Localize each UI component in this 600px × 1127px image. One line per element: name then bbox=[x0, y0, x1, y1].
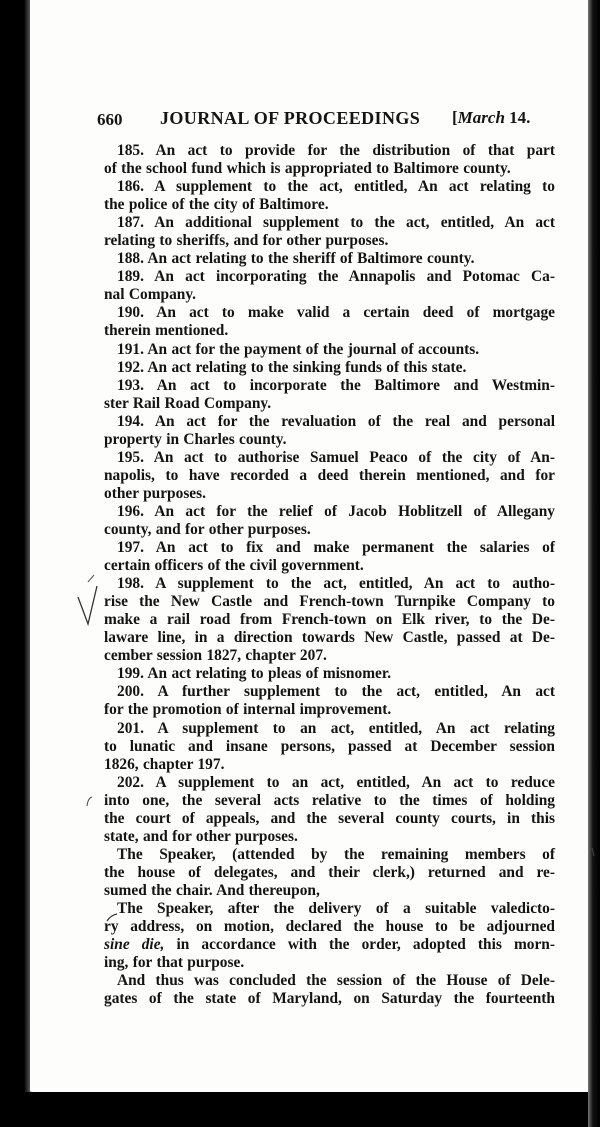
text-line: napolis, to have recorded a deed therein mentioned, and for bbox=[104, 466, 555, 484]
text-line: the court of appeals, and the several county courts, in this bbox=[104, 809, 555, 827]
text-line: 202. A supplement to an act, entitled, An act to reduce bbox=[117, 773, 555, 791]
text-line: 198. A supplement to the act, entitled, An act to autho- bbox=[117, 575, 555, 593]
scan-edge-left bbox=[24, 0, 30, 1092]
text-line: 200. A further supplement to the act, entitled, An act bbox=[117, 683, 555, 701]
text-line: 194. An act for the revaluation of the real and personal bbox=[117, 412, 555, 430]
paragraph bbox=[104, 142, 555, 178]
text-line: And thus was concluded the session of the House of Dele- bbox=[117, 972, 555, 990]
text-line: 201. A supplement to an act, entitled, An act relating bbox=[117, 719, 555, 737]
date-month: March bbox=[457, 108, 505, 127]
text-line: 187. An additional supplement to the act, entitled, An act bbox=[117, 214, 555, 232]
paragraph bbox=[104, 539, 555, 575]
text-line: 195. An act to authorise Samuel Peaco of the city of An- bbox=[117, 448, 555, 466]
text-line: make a rail road from French-town on Elk river, to the De- bbox=[104, 611, 555, 629]
text-line: 197. An act to fix and make permanent the salaries of bbox=[117, 539, 555, 557]
paragraph bbox=[104, 900, 555, 972]
text-line: 199. An act relating to pleas of misnomer. bbox=[117, 665, 392, 683]
text-line: for the promotion of internal improvement. bbox=[104, 701, 392, 719]
text-line: rise the New Castle and French-town Turnpike Company to bbox=[104, 593, 555, 611]
text-line: 193. An act to incorporate the Baltimore and Westmin- bbox=[117, 376, 555, 394]
text-line: 188. An act relating to the sheriff of Baltimore county. bbox=[117, 250, 475, 268]
text-line: cember session 1827, chapter 207. bbox=[104, 647, 327, 665]
text-line: therein mentioned. bbox=[104, 322, 229, 340]
text-line: county, and for other purposes. bbox=[104, 520, 311, 538]
running-title: JOURNAL OF PROCEEDINGS bbox=[160, 108, 421, 128]
running-date bbox=[452, 108, 530, 128]
page-header bbox=[0, 108, 600, 132]
text-line: 1826, chapter 197. bbox=[104, 755, 225, 773]
paragraph bbox=[104, 665, 555, 683]
text-line: sine die, in accordance with the order, adopted this morn- bbox=[104, 936, 555, 954]
italic-phrase: sine die, bbox=[104, 936, 165, 954]
paragraph bbox=[104, 774, 555, 846]
paragraph bbox=[104, 178, 555, 214]
text-line: the house of delegates, and their clerk,) returned and re- bbox=[104, 863, 555, 881]
paragraph bbox=[104, 341, 555, 359]
paragraph bbox=[104, 449, 555, 503]
text-line: nal Company. bbox=[104, 286, 197, 304]
text-line: The Speaker, after the delivery of a suitable valedicto- bbox=[117, 899, 555, 917]
text-line: 196. An act for the relief of Jacob Hoblitzell of Allegany bbox=[117, 502, 555, 520]
text-line: state, and for other purposes. bbox=[104, 827, 298, 845]
text-line: certain officers of the civil government. bbox=[104, 557, 364, 575]
page-number: 660 bbox=[97, 110, 123, 129]
text-line: 191. An act for the payment of the journal of accounts. bbox=[117, 340, 480, 358]
text-line: of the school fund which is appropriated to Baltimore county. bbox=[104, 160, 511, 178]
text-line: ster Rail Road Company. bbox=[104, 394, 272, 412]
paragraph bbox=[104, 575, 555, 665]
text-line: 192. An act relating to the sinking funds of this state. bbox=[117, 358, 467, 376]
paragraph bbox=[104, 377, 555, 413]
text-line: 185. An act to provide for the distribution of that part bbox=[117, 142, 555, 159]
paragraph bbox=[104, 359, 555, 377]
paragraph bbox=[104, 720, 555, 774]
text-line: sumed the chair. And thereupon, bbox=[104, 881, 320, 899]
text-line: relating to sheriffs, and for other purposes. bbox=[104, 232, 389, 250]
paragraph bbox=[104, 503, 555, 539]
body-text bbox=[104, 142, 555, 1008]
text-line: into one, the several acts relative to the times of holding bbox=[104, 791, 555, 809]
paragraph bbox=[104, 846, 555, 900]
text-line: the police of the city of Baltimore. bbox=[104, 196, 329, 214]
text-line: ing, for that purpose. bbox=[104, 954, 245, 972]
paragraph bbox=[104, 268, 555, 304]
text-line: ry address, on motion, declared the house to be adjourned bbox=[104, 918, 555, 936]
text-line: 190. An act to make valid a certain deed of mortgage bbox=[117, 304, 555, 322]
text-line: gates of the state of Maryland, on Saturday the fourteenth bbox=[104, 990, 555, 1008]
paragraph bbox=[104, 413, 555, 449]
text-line: laware line, in a direction towards New Castle, passed at De- bbox=[104, 629, 555, 647]
date-bracket: [ bbox=[452, 108, 458, 127]
text-line: property in Charles county. bbox=[104, 430, 287, 448]
paragraph bbox=[104, 214, 555, 250]
text-line: 189. An act incorporating the Annapolis and Potomac Ca- bbox=[117, 268, 555, 286]
paragraph bbox=[104, 972, 555, 1008]
text-line: The Speaker, (attended by the remaining members of bbox=[117, 845, 555, 863]
paragraph bbox=[104, 683, 555, 719]
paragraph bbox=[104, 304, 555, 340]
text-line: other purposes. bbox=[104, 484, 206, 502]
date-day: 14. bbox=[504, 108, 531, 127]
scan-edge-right bbox=[588, 0, 600, 1127]
text-line: 186. A supplement to the act, entitled, An act relating to bbox=[117, 178, 555, 196]
text-line: to lunatic and insane persons, passed at December session bbox=[104, 737, 555, 755]
paragraph bbox=[104, 250, 555, 268]
